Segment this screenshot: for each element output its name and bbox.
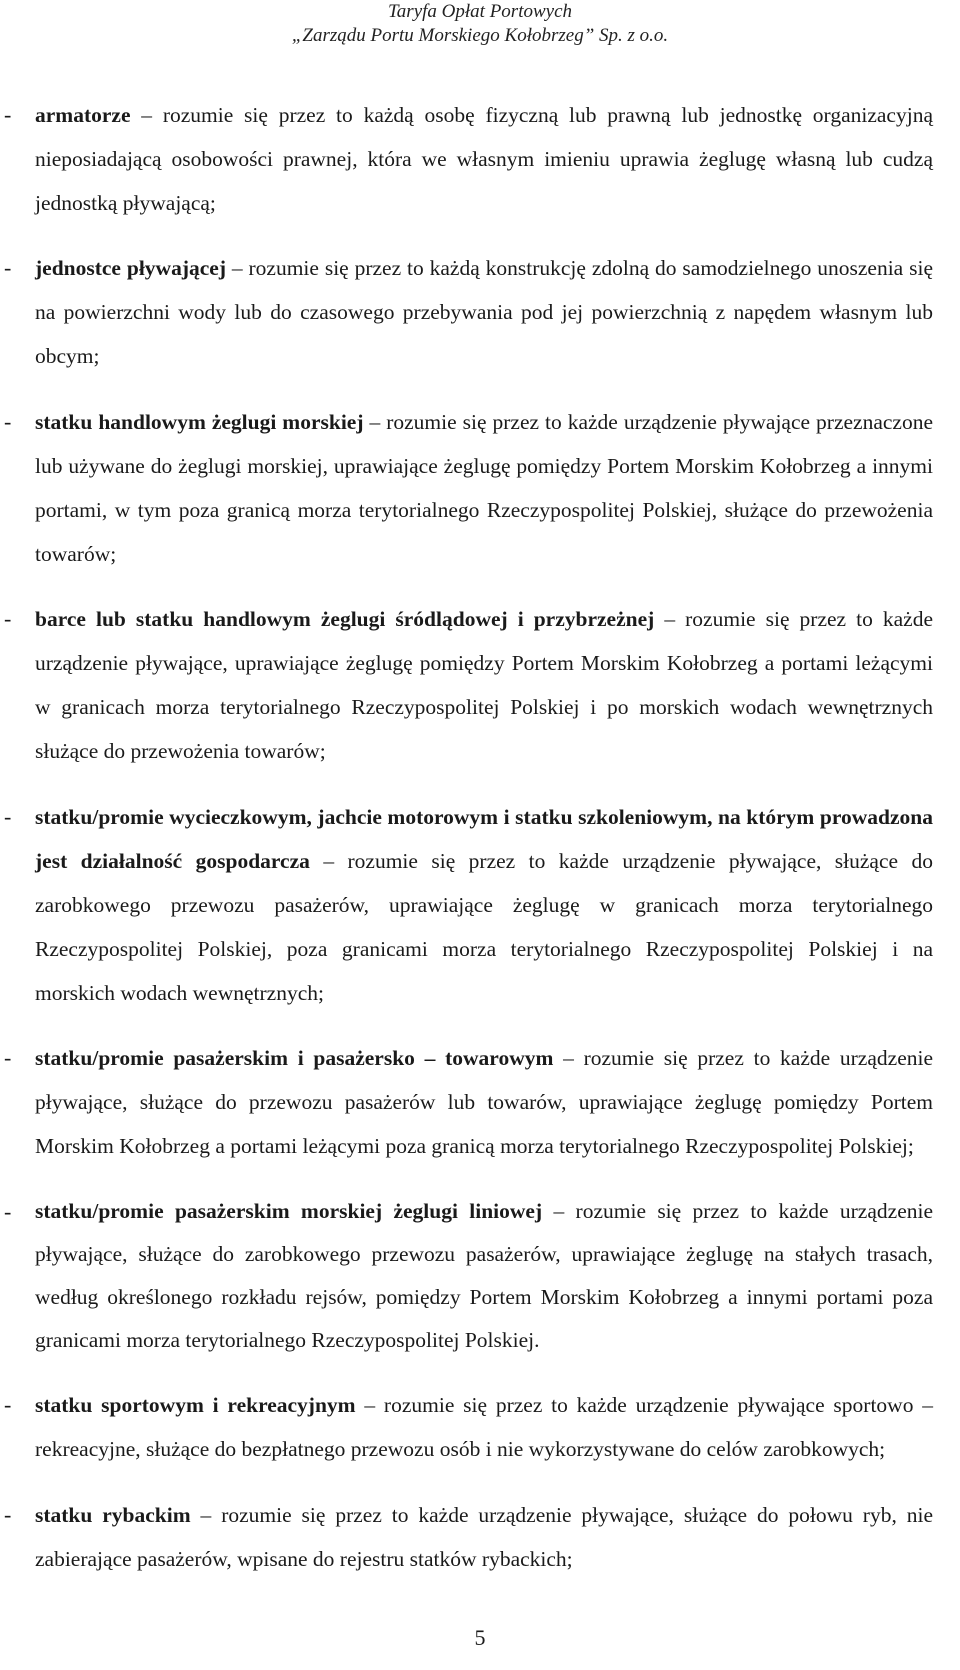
definition-item — [0, 1383, 960, 1471]
definition-text: – rozumie się przez to każde urządzenie pływające, służące do przewozu pasażerów lub towarów, uprawiające żeglugę pomiędzy Portem Morskim Kołobrzeg a portami leżącymi poza granicą morza terytorialnego Rzeczypospolitej Polskiej; — [35, 1046, 933, 1158]
definition-item — [0, 246, 960, 378]
definition-item — [0, 93, 960, 225]
definition-text: – rozumie się przez to każdą konstrukcję zdolną do samodzielnego unoszenia się na powierzchni wody lub do czasowego przebywania pod jej powierzchnią z napędem własnym lub obcym; — [35, 256, 933, 368]
bullet-dash: - — [4, 408, 12, 434]
bullet-dash: - — [4, 803, 12, 829]
definition-text: – rozumie się przez to każde urządzenie pływające przeznaczone lub używane do żeglugi morskiej, uprawiające żeglugę pomiędzy Portem Morskim Kołobrzeg a innymi portami, w tym poza granicą morza terytorialnego Rzeczypospolitej Polskiej, służące do przewożenia towarów; — [35, 409, 933, 566]
definition-paragraph — [35, 795, 933, 1015]
definition-paragraph — [35, 1190, 933, 1362]
definition-paragraph — [35, 400, 933, 576]
definition-item — [0, 795, 960, 1015]
bullet-dash: - — [4, 1198, 12, 1224]
definition-item — [0, 1036, 960, 1168]
definition-term: barce lub statku handlowym żeglugi śródlądowej i przybrzeżnej — [35, 607, 655, 631]
definition-paragraph — [35, 93, 933, 225]
definition-text: – rozumie się przez to każde urządzenie pływające, służące do zarobkowego przewozu pasażerów, uprawiające żeglugę w granicach morza terytorialnego Rzeczypospolitej Polskiej, poza granicami morza terytorialnego Rzeczypospolitej Polskiej i na morskich wodach wewnętrznych; — [35, 848, 933, 1005]
definition-term: statku/promie wycieczkowym, jachcie motorowym i statku szkoleniowym, na którym prowadzona jest działalność gospodarcza — [35, 804, 933, 873]
definition-term: statku sportowym i rekreacyjnym — [35, 1393, 356, 1417]
definition-item — [0, 400, 960, 576]
definition-term: statku handlowym żeglugi morskiej — [35, 409, 364, 434]
page-number: 5 — [474, 1625, 486, 1650]
bullet-dash: - — [4, 101, 12, 127]
definition-text: – rozumie się przez to każde urządzenie pływające, służące do zarobkowego przewozu pasażerów, uprawiające żeglugę na stałych trasach, według określonego rozkładu rejsów, pomiędzy Portem Morskim Kołobrzeg a innymi portami poza granicami morza terytorialnego Rzeczypospolitej Polskiej. — [35, 1198, 933, 1352]
bullet-dash: - — [4, 1045, 12, 1070]
header-subtitle: „Zarządu Portu Morskiego Kołobrzeg” Sp. z o.o. — [291, 25, 669, 46]
definition-text: – rozumie się przez to każde urządzenie pływające, służące do połowu ryb, nie zabierające pasażerów, wpisane do rejestru statków rybackich; — [35, 1502, 933, 1571]
bullet-dash: - — [4, 606, 12, 631]
definition-term: statku rybackim — [35, 1502, 191, 1527]
header-title: Taryfa Opłat Portowych — [387, 1, 573, 22]
definition-paragraph — [35, 1493, 933, 1581]
definition-paragraph — [35, 1036, 933, 1168]
definition-item — [0, 597, 960, 773]
definition-term: statku/promie pasażerskim i pasażersko – towarowym — [35, 1046, 554, 1070]
bullet-dash: - — [4, 1392, 12, 1417]
definition-term: statku/promie pasażerskim morskiej żeglugi liniowej — [35, 1198, 543, 1223]
definition-text: – rozumie się przez to każde urządzenie pływające, uprawiające żeglugę pomiędzy Portem Morskim Kołobrzeg a portami leżącymi w granicach morza terytorialnego Rzeczypospolitej Polskiej i po morskich wodach wewnętrznych służące do przewożenia towarów; — [35, 607, 934, 763]
bullet-dash: - — [4, 255, 12, 280]
definitions-list — [0, 71, 960, 1602]
definition-item — [0, 1493, 960, 1581]
definition-text: – rozumie się przez to każdą osobę fizyczną lub prawną lub jednostkę organizacyjną nieposiadającą osobowości prawnej, która we własnym imieniu uprawia żeglugę własną lub cudzą jednostką pływającą; — [35, 102, 933, 215]
definition-item — [0, 1190, 960, 1362]
definition-paragraph — [35, 246, 933, 378]
definition-paragraph — [35, 1383, 933, 1471]
definition-text: – rozumie się przez to każde urządzenie pływające sportowo – rekreacyjne, służące do bezpłatnego przewozu osób i nie wykorzystywane do celów zarobkowych; — [35, 1393, 933, 1461]
definition-term: jednostce pływającej — [35, 256, 226, 280]
definition-term: armatorze — [35, 102, 131, 127]
bullet-dash: - — [4, 1501, 12, 1527]
definition-paragraph — [35, 597, 933, 773]
